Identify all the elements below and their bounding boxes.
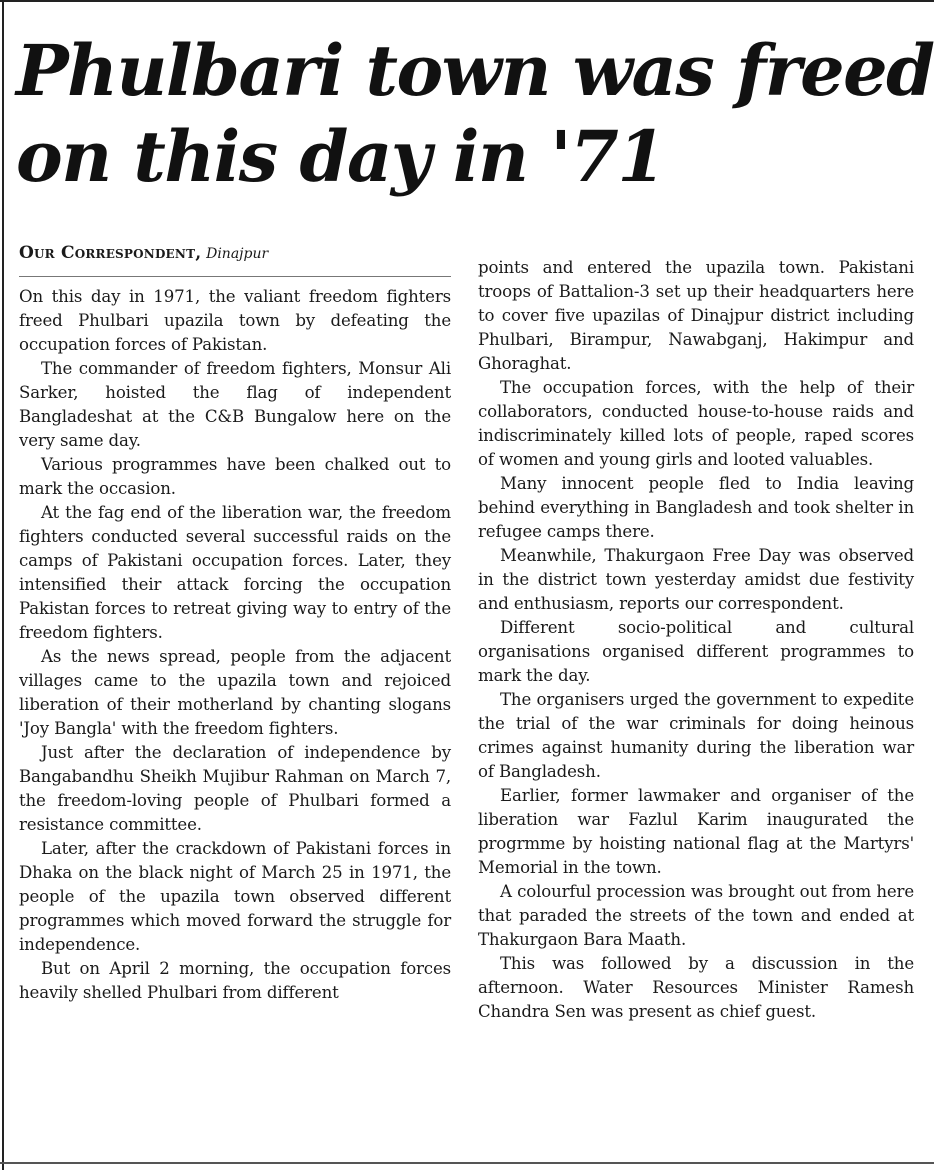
paragraph-1: On this day in 1971, the valiant freedom fighters freed Phulbari upazila town by defeating the occupation forces of Pakistan. [19,287,451,354]
article-column-right [478,256,914,1024]
bottom-border [0,1162,934,1164]
paragraph-5: As the news spread, people from the adjacent villages came to the upazila town and rejoiced liberation of their motherland by chanting slogans 'Joy Bangla' with the freedom fighters. [19,647,451,738]
article-column-left [19,238,451,1005]
paragraph-15: A colourful procession was brought out from here that paraded the streets of the town and ended at Thakurgaon Bara Maath. [478,882,914,949]
paragraph-14: Earlier, former lawmaker and organiser of the liberation war Fazlul Karim inaugurated the progrmme by hoisting national flag at the Martyrs' Memorial in the town. [478,786,914,877]
headline [16,28,934,200]
paragraph-6: Just after the declaration of independence by Bangabandhu Sheikh Mujibur Rahman on March 7, the freedom-loving people of Phulbari formed a resistance committee. [19,743,451,834]
byline-correspondent: Our Correspondent, [19,243,202,263]
top-border [0,0,934,2]
paragraph-11: Meanwhile, Thakurgaon Free Day was observed in the district town yesterday amidst due festivity and enthusiasm, reports our correspondent. [478,546,914,613]
paragraph-16: This was followed by a discussion in the afternoon. Water Resources Minister Ramesh Chandra Sen was present as chief guest. [478,954,914,1021]
paragraph-12: Different socio-political and cultural organisations organised different programmes to mark the day. [478,618,914,685]
paragraph-8: But on April 2 morning, the occupation forces heavily shelled Phulbari from different [19,959,451,1002]
byline-location: Dinajpur [206,246,269,262]
paragraph-13: The organisers urged the government to expedite the trial of the war criminals for doing heinous crimes against humanity during the liberation war of Bangladesh. [478,690,914,781]
paragraph-3: Various programmes have been chalked out to mark the occasion. [19,455,451,498]
paragraph-7: Later, after the crackdown of Pakistani forces in Dhaka on the black night of March 25 in 1971, the people of the upazila town observed different programmes which moved forward the struggle for independence. [19,839,451,954]
paragraph-4: At the fag end of the liberation war, the freedom fighters conducted several successful raids on the camps of Pakistani occupation forces. Later, they intensified their attack forcing the occupation Pakistan forces to retreat giving way to entry of the freedom fighters. [19,503,451,642]
byline [19,243,451,277]
left-border [2,0,4,1170]
paragraph-9: The occupation forces, with the help of their collaborators, conducted house-to-house raids and indiscriminately killed lots of people, raped scores of women and young girls and looted valuables. [478,378,914,469]
headline-line-1: Phulbari town was freed [16,29,934,112]
paragraph-2: The commander of freedom fighters, Monsur Ali Sarker, hoisted the flag of independent Bangladeshat at the C&B Bungalow here on the very same day. [19,359,451,450]
headline-line-2: on this day in '71 [16,115,665,198]
paragraph-10: Many innocent people fled to India leaving behind everything in Bangladesh and took shelter in refugee camps there. [478,474,914,541]
paragraph-8-continued: points and entered the upazila town. Pakistani troops of Battalion-3 set up their headquarters here to cover five upazilas of Dinajpur district including Phulbari, Birampur, Nawabganj, Hakimpur and Ghoraghat. [478,258,914,373]
